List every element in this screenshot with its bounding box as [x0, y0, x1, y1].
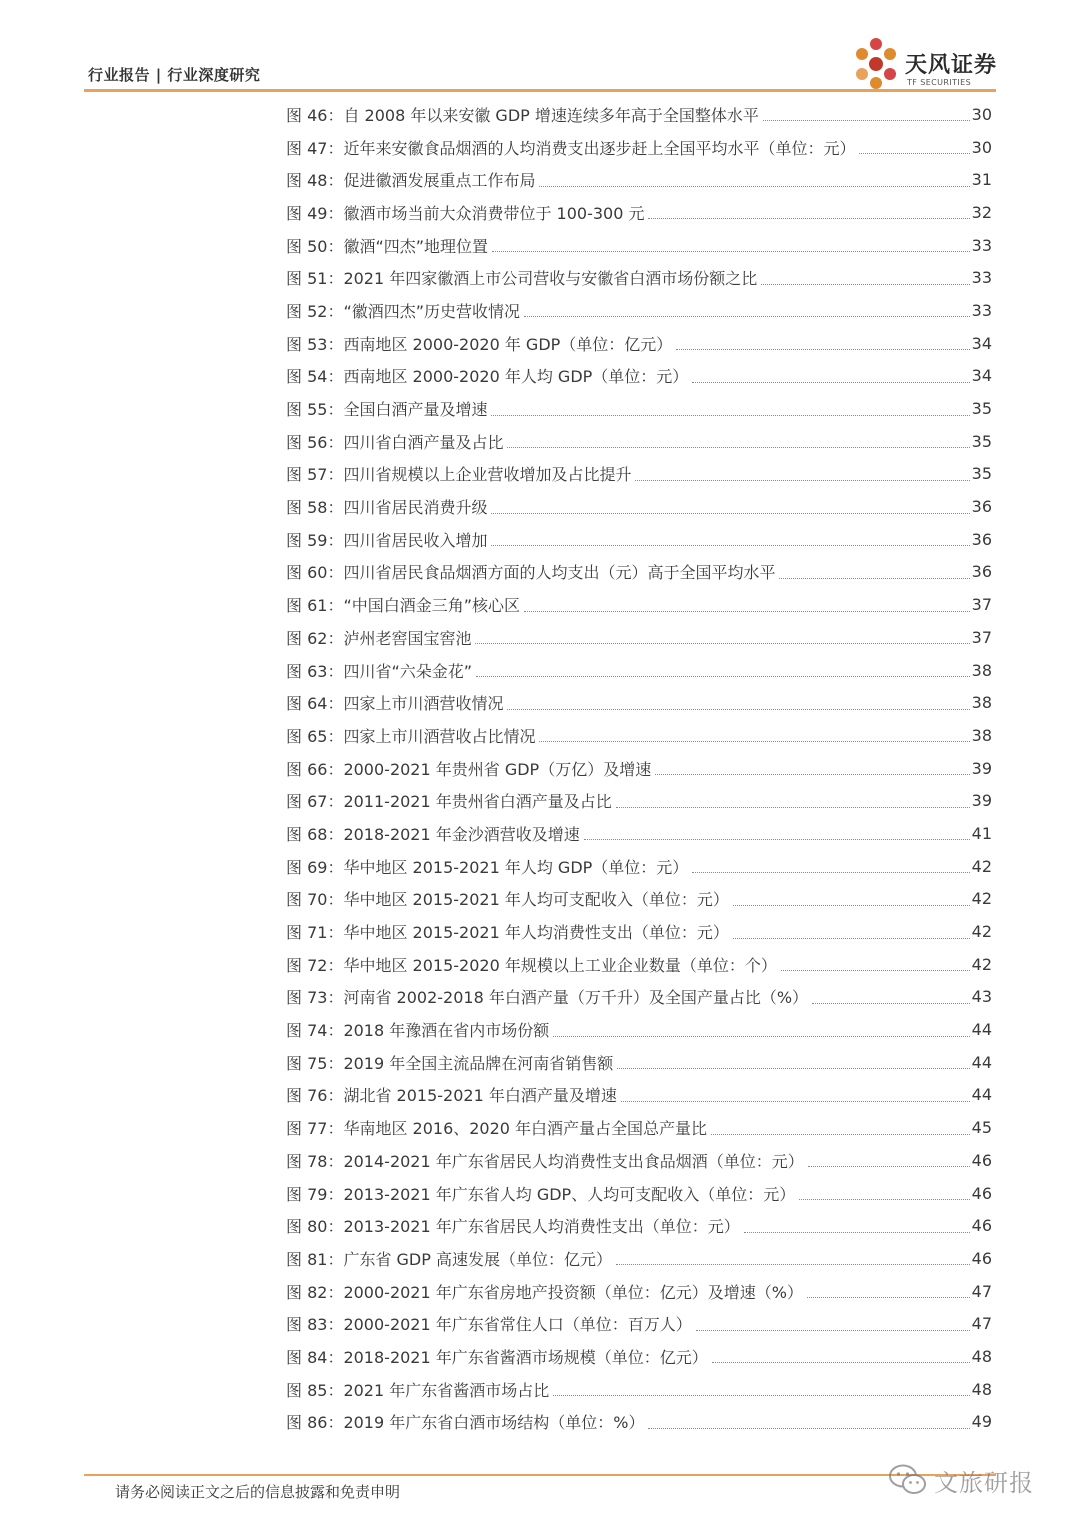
toc-title: 图 46：自 2008 年以来安徽 GDP 增速连续多年高于全国整体水平 — [286, 105, 759, 125]
toc-page-number: 35 — [971, 464, 992, 484]
toc-title: 图 85：2021 年广东省酱酒市场占比 — [286, 1380, 550, 1400]
toc-page-number: 38 — [971, 725, 992, 745]
toc-title: 图 75：2019 年全国主流品牌在河南省销售额 — [286, 1053, 614, 1073]
watermark-text: 文旅研报 — [934, 1468, 1034, 1497]
toc-page-number: 39 — [971, 758, 992, 778]
toc-page-number: 42 — [971, 922, 992, 942]
toc-page-number: 47 — [971, 1281, 992, 1301]
toc-entry[interactable] — [286, 588, 992, 621]
dot-leader — [808, 1165, 970, 1167]
dot-leader — [524, 315, 970, 317]
dot-leader — [621, 1100, 970, 1102]
toc-entry[interactable] — [286, 654, 992, 687]
toc-entry[interactable] — [286, 752, 992, 785]
dot-leader — [476, 675, 970, 677]
toc-title: 图 61：“中国白酒金三角”核心区 — [286, 596, 521, 616]
dot-leader — [492, 250, 970, 252]
dot-leader — [761, 283, 969, 285]
dot-leader — [491, 414, 969, 416]
dot-leader — [781, 969, 970, 971]
toc-page-number: 34 — [971, 333, 992, 353]
toc-title: 图 73：河南省 2002-2018 年白酒产量（万千升）及全国产量占比（%） — [286, 988, 809, 1008]
footer-divider — [84, 1474, 996, 1476]
dot-leader — [553, 1394, 969, 1396]
toc-page-number: 49 — [971, 1412, 992, 1432]
toc-entry[interactable] — [286, 1046, 992, 1079]
toc-entry[interactable] — [286, 261, 992, 294]
toc-entry[interactable] — [286, 817, 992, 850]
toc-title: 图 66：2000-2021 年贵州省 GDP（万亿）及增速 — [286, 759, 652, 779]
toc-page-number: 48 — [971, 1379, 992, 1399]
dot-leader — [733, 937, 970, 939]
toc-entry[interactable] — [286, 163, 992, 196]
toc-title: 图 47：近年来安徽食品烟酒的人均消费支出逐步赶上全国平均水平（单位：元） — [286, 138, 856, 158]
toc-page-number: 43 — [971, 987, 992, 1007]
toc-title: 图 64：四家上市川酒营收情况 — [286, 694, 504, 714]
toc-title: 图 74：2018 年豫酒在省内市场份额 — [286, 1021, 550, 1041]
toc-entry[interactable] — [286, 196, 992, 229]
toc-entry[interactable] — [286, 327, 992, 360]
toc-entry[interactable] — [286, 458, 992, 491]
dot-leader — [655, 773, 969, 775]
toc-entry[interactable] — [286, 1209, 992, 1242]
toc-title: 图 78：2014-2021 年广东省居民人均消费性支出食品烟酒（单位：元） — [286, 1151, 804, 1171]
toc-page-number: 34 — [971, 366, 992, 386]
toc-page-number: 46 — [971, 1150, 992, 1170]
dot-leader — [617, 1067, 969, 1069]
toc-entry[interactable] — [286, 98, 992, 131]
toc-page-number: 44 — [971, 1085, 992, 1105]
toc-entry[interactable] — [286, 1111, 992, 1144]
toc-title: 图 48：促进徽酒发展重点工作布局 — [286, 171, 536, 191]
toc-page-number: 33 — [971, 235, 992, 255]
toc-entry[interactable] — [286, 981, 992, 1014]
toc-entry[interactable] — [286, 1242, 992, 1275]
toc-entry[interactable] — [286, 621, 992, 654]
toc-page-number: 35 — [971, 399, 992, 419]
dot-leader — [744, 1231, 970, 1233]
toc-title: 图 82：2000-2021 年广东省房地产投资额（单位：亿元）及增速（%） — [286, 1282, 803, 1302]
toc-title: 图 53：西南地区 2000-2020 年 GDP（单位：亿元） — [286, 334, 673, 354]
dot-leader — [676, 348, 969, 350]
report-category-label: 行业报告 | 行业深度研究 — [88, 66, 261, 84]
toc-page-number: 36 — [971, 529, 992, 549]
toc-title: 图 68：2018-2021 年金沙酒营收及增速 — [286, 824, 580, 844]
dot-leader — [539, 740, 969, 742]
flower-logo-icon — [850, 36, 902, 90]
dot-leader — [859, 152, 969, 154]
toc-title: 图 80：2013-2021 年广东省居民人均消费性支出（单位：元） — [286, 1217, 740, 1237]
toc-page-number: 36 — [971, 497, 992, 517]
dot-leader — [733, 904, 970, 906]
toc-title: 图 52：“徽酒四杰”历史营收情况 — [286, 301, 521, 321]
toc-entry[interactable] — [286, 1275, 992, 1308]
toc-title: 图 67：2011-2021 年贵州省白酒产量及占比 — [286, 792, 612, 812]
toc-page-number: 47 — [971, 1314, 992, 1334]
toc-entry[interactable] — [286, 948, 992, 981]
toc-page-number: 42 — [971, 889, 992, 909]
header-divider — [84, 89, 996, 92]
dot-leader — [711, 1133, 970, 1135]
dot-leader — [812, 1002, 970, 1004]
toc-page-number: 45 — [971, 1118, 992, 1138]
toc-entry[interactable] — [286, 392, 992, 425]
toc-entry[interactable] — [286, 1144, 992, 1177]
toc-title: 图 63：四川省“六朵金花” — [286, 661, 473, 681]
dot-leader — [763, 119, 970, 121]
toc-title: 图 79：2013-2021 年广东省人均 GDP、人均可支配收入（单位：元） — [286, 1184, 796, 1204]
toc-page-number: 44 — [971, 1052, 992, 1072]
dot-leader — [648, 217, 969, 219]
toc-page-number: 41 — [971, 823, 992, 843]
toc-entry[interactable] — [286, 131, 992, 164]
toc-entry[interactable] — [286, 523, 992, 556]
toc-page-number: 46 — [971, 1248, 992, 1268]
toc-page-number: 46 — [971, 1216, 992, 1236]
toc-entry[interactable] — [286, 1373, 992, 1406]
toc-page-number: 30 — [971, 137, 992, 157]
toc-title: 图 57：四川省规模以上企业营收增加及占比提升 — [286, 465, 632, 485]
figure-index-list — [286, 98, 992, 1438]
toc-title: 图 49：徽酒市场当前大众消费带位于 100-300 元 — [286, 203, 645, 223]
toc-entry[interactable] — [286, 719, 992, 752]
toc-title: 图 72：华中地区 2015-2020 年规模以上工业企业数量（单位：个） — [286, 955, 777, 975]
wechat-icon — [888, 1463, 928, 1497]
dot-leader — [648, 1427, 969, 1429]
dot-leader — [692, 381, 969, 383]
toc-entry[interactable] — [286, 1406, 992, 1439]
watermark — [888, 1460, 1058, 1500]
toc-title: 图 70：华中地区 2015-2021 年人均可支配收入（单位：元） — [286, 890, 729, 910]
toc-entry[interactable] — [286, 883, 992, 916]
dot-leader — [807, 1296, 970, 1298]
dot-leader — [616, 806, 970, 808]
toc-entry[interactable] — [286, 1177, 992, 1210]
toc-page-number: 37 — [971, 595, 992, 615]
toc-page-number: 36 — [971, 562, 992, 582]
toc-entry[interactable] — [286, 490, 992, 523]
toc-title: 图 69：华中地区 2015-2021 年人均 GDP（单位：元） — [286, 857, 689, 877]
toc-entry[interactable] — [286, 556, 992, 589]
toc-entry[interactable] — [286, 850, 992, 883]
toc-title: 图 50：徽酒“四杰”地理位置 — [286, 236, 489, 256]
dot-leader — [553, 1035, 969, 1037]
toc-entry[interactable] — [286, 294, 992, 327]
toc-title: 图 86：2019 年广东省白酒市场结构（单位：%） — [286, 1413, 645, 1433]
toc-title: 图 54：西南地区 2000-2020 年人均 GDP（单位：元） — [286, 367, 689, 387]
dot-leader — [524, 610, 970, 612]
toc-entry[interactable] — [286, 1307, 992, 1340]
toc-title: 图 71：华中地区 2015-2021 年人均消费性支出（单位：元） — [286, 923, 729, 943]
toc-page-number: 33 — [971, 300, 992, 320]
toc-entry[interactable] — [286, 1079, 992, 1112]
dot-leader — [507, 446, 969, 448]
toc-title: 图 55：全国白酒产量及增速 — [286, 400, 488, 420]
toc-entry[interactable] — [286, 784, 992, 817]
dot-leader — [539, 185, 969, 187]
dot-leader — [696, 1329, 970, 1331]
toc-entry[interactable] — [286, 1340, 992, 1373]
toc-title: 图 62：泸州老窖国宝窖池 — [286, 628, 472, 648]
toc-entry[interactable] — [286, 915, 992, 948]
toc-title: 图 76：湖北省 2015-2021 年白酒产量及增速 — [286, 1086, 617, 1106]
dot-leader — [779, 577, 969, 579]
toc-page-number: 39 — [971, 791, 992, 811]
toc-title: 图 83：2000-2021 年广东省常住人口（单位：百万人） — [286, 1315, 692, 1335]
toc-entry[interactable] — [286, 360, 992, 393]
toc-page-number: 38 — [971, 660, 992, 680]
toc-page-number: 37 — [971, 627, 992, 647]
dot-leader — [635, 479, 969, 481]
dot-leader — [491, 512, 969, 514]
dot-leader — [692, 871, 969, 873]
toc-page-number: 48 — [971, 1346, 992, 1366]
toc-title: 图 65：四家上市川酒营收占比情况 — [286, 726, 536, 746]
logo-text-cn: 天风证券 — [905, 53, 998, 78]
logo-text-en: TF SECURITIES — [907, 78, 972, 87]
toc-page-number: 42 — [971, 856, 992, 876]
toc-title: 图 56：四川省白酒产量及占比 — [286, 432, 504, 452]
toc-entry[interactable] — [286, 1013, 992, 1046]
dot-leader — [799, 1198, 969, 1200]
toc-page-number: 33 — [971, 268, 992, 288]
toc-entry[interactable] — [286, 425, 992, 458]
toc-title: 图 81：广东省 GDP 高速发展（单位：亿元） — [286, 1249, 612, 1269]
toc-title: 图 51：2021 年四家徽酒上市公司营收与安徽省白酒市场份额之比 — [286, 269, 758, 289]
toc-entry[interactable] — [286, 686, 992, 719]
toc-page-number: 44 — [971, 1020, 992, 1040]
toc-page-number: 30 — [971, 104, 992, 124]
dot-leader — [616, 1263, 970, 1265]
toc-page-number: 35 — [971, 431, 992, 451]
toc-title: 图 60：四川省居民食品烟酒方面的人均支出（元）高于全国平均水平 — [286, 563, 776, 583]
toc-title: 图 58：四川省居民消费升级 — [286, 498, 488, 518]
toc-page-number: 38 — [971, 693, 992, 713]
toc-page-number: 42 — [971, 954, 992, 974]
toc-page-number: 32 — [971, 202, 992, 222]
toc-entry[interactable] — [286, 229, 992, 262]
dot-leader — [475, 642, 969, 644]
toc-title: 图 59：四川省居民收入增加 — [286, 530, 488, 550]
disclaimer-text: 请务必阅读正文之后的信息披露和免责申明 — [115, 1483, 401, 1501]
toc-page-number: 46 — [971, 1183, 992, 1203]
dot-leader — [712, 1361, 970, 1363]
company-logo — [850, 36, 1000, 90]
toc-page-number: 31 — [971, 170, 992, 190]
dot-leader — [491, 544, 969, 546]
dot-leader — [584, 838, 970, 840]
toc-title: 图 77：华南地区 2016、2020 年白酒产量占全国总产量比 — [286, 1119, 708, 1139]
toc-title: 图 84：2018-2021 年广东省酱酒市场规模（单位：亿元） — [286, 1347, 708, 1367]
dot-leader — [507, 708, 969, 710]
